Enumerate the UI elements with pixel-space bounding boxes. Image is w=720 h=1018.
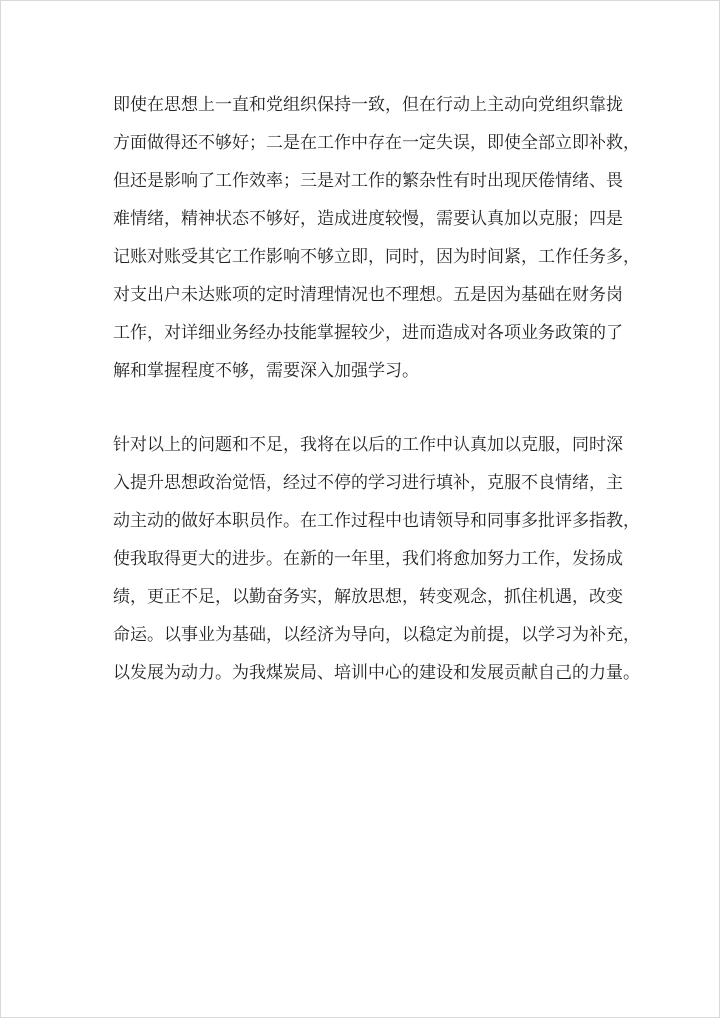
text-line: 使我取得更大的进步。在新的一年里，我们将愈加努力工作，发扬成 — [113, 549, 623, 569]
text-line: 对支出户未达账项的定时清理情况也不理想。五是因为基础在财务岗 — [113, 285, 623, 305]
text-line: 绩，更正不足，以勤奋务实，解放思想，转变观念，抓住机遇，改变 — [113, 587, 623, 607]
text-line: 动主动的做好本职员作。在工作过程中也请领导和同事多批评多指教， — [113, 511, 640, 531]
text-line: 难情绪，精神状态不够好，造成进度较慢，需要认真加以克服；四是 — [113, 209, 623, 229]
text-line: 入提升思想政治觉悟，经过不停的学习进行填补，克服不良情绪，主 — [113, 473, 623, 493]
text-line: 工作，对详细业务经办技能掌握较少，进而造成对各项业务政策的了 — [113, 323, 623, 343]
text-line: 针对以上的问题和不足，我将在以后的工作中认真加以克服，同时深 — [113, 435, 623, 455]
text-line: 记账对账受其它工作影响不够立即，同时，因为时间紧，工作任务多， — [113, 247, 640, 267]
text-line: 以发展为动力。为我煤炭局、培训中心的建设和发展贡献自己的力量。 — [113, 663, 640, 683]
text-line: 命运。以事业为基础，以经济为导向，以稳定为前提，以学习为补充， — [113, 625, 640, 645]
text-line: 方面做得还不够好；二是在工作中存在一定失误，即使全部立即补救， — [113, 133, 640, 153]
text-line: 解和掌握程度不够，需要深入加强学习。 — [113, 361, 419, 381]
text-line: 但还是影响了工作效率；三是对工作的繁杂性有时出现厌倦情绪、畏 — [113, 171, 623, 191]
text-line: 即使在思想上一直和党组织保持一致，但在行动上主动向党组织靠拢 — [113, 95, 623, 115]
